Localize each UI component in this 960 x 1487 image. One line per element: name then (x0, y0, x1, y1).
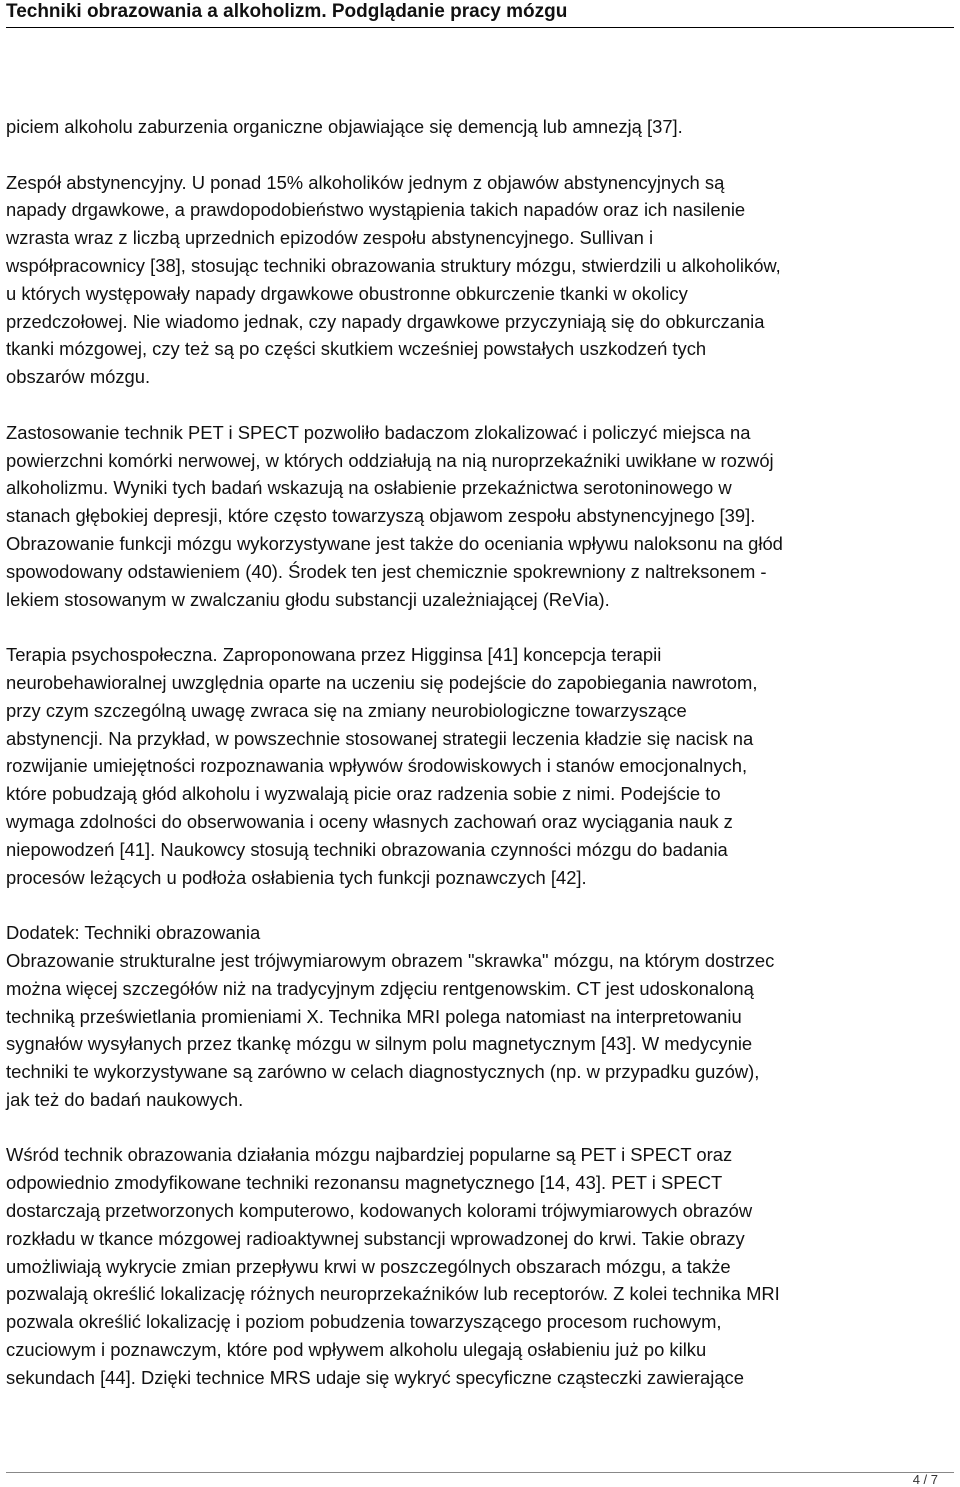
document-title: Techniki obrazowania a alkoholizm. Podglądanie pracy mózgu (6, 1, 568, 22)
paragraph-withdrawal-syndrome: Zespół abstynencyjny. U ponad 15% alkoholików jednym z objawów abstynencyjnych są napady drgawkowe, a prawdopodobieństwo wystąpienia takich napadów oraz ich nasilenie wzrasta wraz z liczbą uprzednich epizodów zespołu abstynencyjnego. Sullivan i współpracownicy [38], stosując techniki obrazowania struktury mózgu, stwierdzili u alkoholików, u których występowały napady drgawkowe obustronne obkurczenie tkanki w okolicy przedczołowej. Nie wiadomo jednak, czy napady drgawkowe przyczyniają się do obkurczania tkanki mózgowej, czy też są po części skutkiem wcześniej powstałych uszkodzeń tych obszarów mózgu. (6, 171, 781, 388)
page-header (6, 0, 954, 26)
header-divider (6, 27, 954, 28)
paragraph-functional-imaging: Wśród technik obrazowania działania mózgu najbardziej popularne są PET i SPECT oraz odpowiednio zmodyfikowane techniki rezonansu magnetycznego [14, 43]. PET i SPECT dostarczają przetworzonych komputerowo, kodowanych kolorami trójwymiarowych obrazów rozkładu w tkance mózgowej radioaktywnej substancji wprowadzonej do krwi. Takie obrazy umożliwiają wykrycie zmian przepływu krwi w poszczególnych obszarach mózgu, a także pozwalają określić lokalizację różnych neuroprzekaźników lub receptorów. Z kolei technika MRI pozwala określić lokalizację i poziom pobudzenia towarzyszącego procesom ruchowym, czuciowym i poznawczym, które pod wpływem alkoholu ulegają osłabieniu już po kilku sekundach [44]. Dzięki technice MRS udaje się wykryć specyficzne cząsteczki zawierające (6, 1144, 780, 1388)
paragraph-pet-spect: Zastosowanie technik PET i SPECT pozwoliło badaczom zlokalizować i policzyć miejsca na powierzchni komórki nerwowej, w których oddziałują na nią nuroprzekaźniki uwikłane w rozwój alkoholizmu. Wyniki tych badań wskazują na osłabienie przekaźnictwa serotoninowego w stanach głębokiej depresji, które często towarzyszą objawom zespołu abstynencyjnego [39]. Obrazowanie funkcji mózgu wykorzystywane jest także do oceniania wpływu naloksonu na głód spowodowany odstawieniem (40). Środek ten jest chemicznie spokrewniony z naltreksonem - lekiem stosowanym w zwalczaniu głodu substancji uzależniającej (ReVia). (6, 421, 783, 610)
document-body (6, 113, 954, 1392)
paragraph-psychosocial-therapy: Terapia psychospołeczna. Zaproponowana przez Higginsa [41] koncepcja terapii neurobehawioralnej uwzględnia oparte na uczeniu się podejście do zapobiegania nawrotom, przy czym szczególną uwagę zwraca się na zmiany neurobiologiczne towarzyszące abstynencji. Na przykład, w powszechnie stosowanej strategii leczenia kładzie się nacisk na rozwijanie umiejętności rozpoznawania wpływów środowiskowych i stanów emocjonalnych, które pobudzają głód alkoholu i wyzwalają picie oraz radzenia sobie z nimi. Podejście to wymaga zdolności do obserwowania i oceny własnych zachowań oraz wyciągania nauk z niepowodzeń [41]. Naukowcy stosują techniki obrazowania czynności mózgu do badania procesów leżących u podłoża osłabienia tych funkcji poznawczych [42]. (6, 644, 758, 888)
paragraph-dementia: piciem alkoholu zaburzenia organiczne objawiające się demencją lub amnezją [37]. (6, 116, 683, 137)
paragraph-appendix-imaging: Dodatek: Techniki obrazowania Obrazowanie strukturalne jest trójwymiarowym obrazem "skrawka" mózgu, na którym dostrzec można więcej szczegółów niż na tradycyjnym zdjęciu rentgenowskim. CT jest udoskonaloną techniką prześwietlania promieniami X. Technika MRI polega natomiast na interpretowaniu sygnałów wysyłanych przez tkankę mózgu w silnym polu magnetycznym [43]. W medycynie techniki te wykorzystywane są zarówno w celach diagnostycznych (np. w przypadku guzów), jak też do badań naukowych. (6, 922, 775, 1110)
footer-divider (6, 1472, 954, 1473)
page-number: 4 / 7 (912, 1472, 938, 1487)
